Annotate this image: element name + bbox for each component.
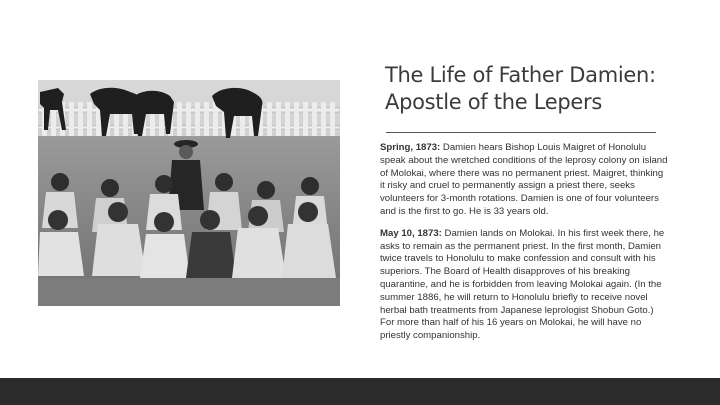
paragraph-date: Spring, 1873: — [380, 142, 441, 153]
slide-body-text — [380, 142, 670, 352]
photo-illustration — [38, 80, 340, 306]
paragraph-date: May 10, 1873: — [380, 227, 442, 239]
slide-title — [385, 62, 705, 116]
historical-group-photo — [38, 80, 340, 306]
footer-bar — [0, 378, 720, 405]
paragraph-text: Damien lands on Molokai. In his first week there, he asks to remain as the permanent priest. In the first month, Damien twice travels to Honolulu to make confession and consult with his superiors. The Board of Health disapproves of his breaking quarantine, and he is forbidden from leaving Molokai again. (In the summer 1886, he will return to Honolulu briefly to receive novel herbal bath treatments from Japanese leprologist Shobun Goto.) For more than half of his 16 years on Molokai, he will have no priestly companionship. — [380, 227, 665, 342]
paragraph-text: Damien hears Bishop Louis Maigret of Honolulu speak about the wretched conditions of the leprosy colony on island of Molokai, where there was no permanent priest. Maigret, thinking it risky and cruel to permanently assign a priest there, seeks volunteers for 3-month rotations. Damien is one of four volunteers and is the first to go. He is 33 years old. — [380, 142, 668, 217]
title-line-1: The Life of Father Damien: — [385, 63, 656, 87]
paragraph-spring-1873 — [380, 142, 670, 219]
paragraph-may-1873 — [380, 228, 670, 343]
title-line-2: Apostle of the Lepers — [385, 90, 602, 114]
title-divider — [386, 132, 656, 133]
